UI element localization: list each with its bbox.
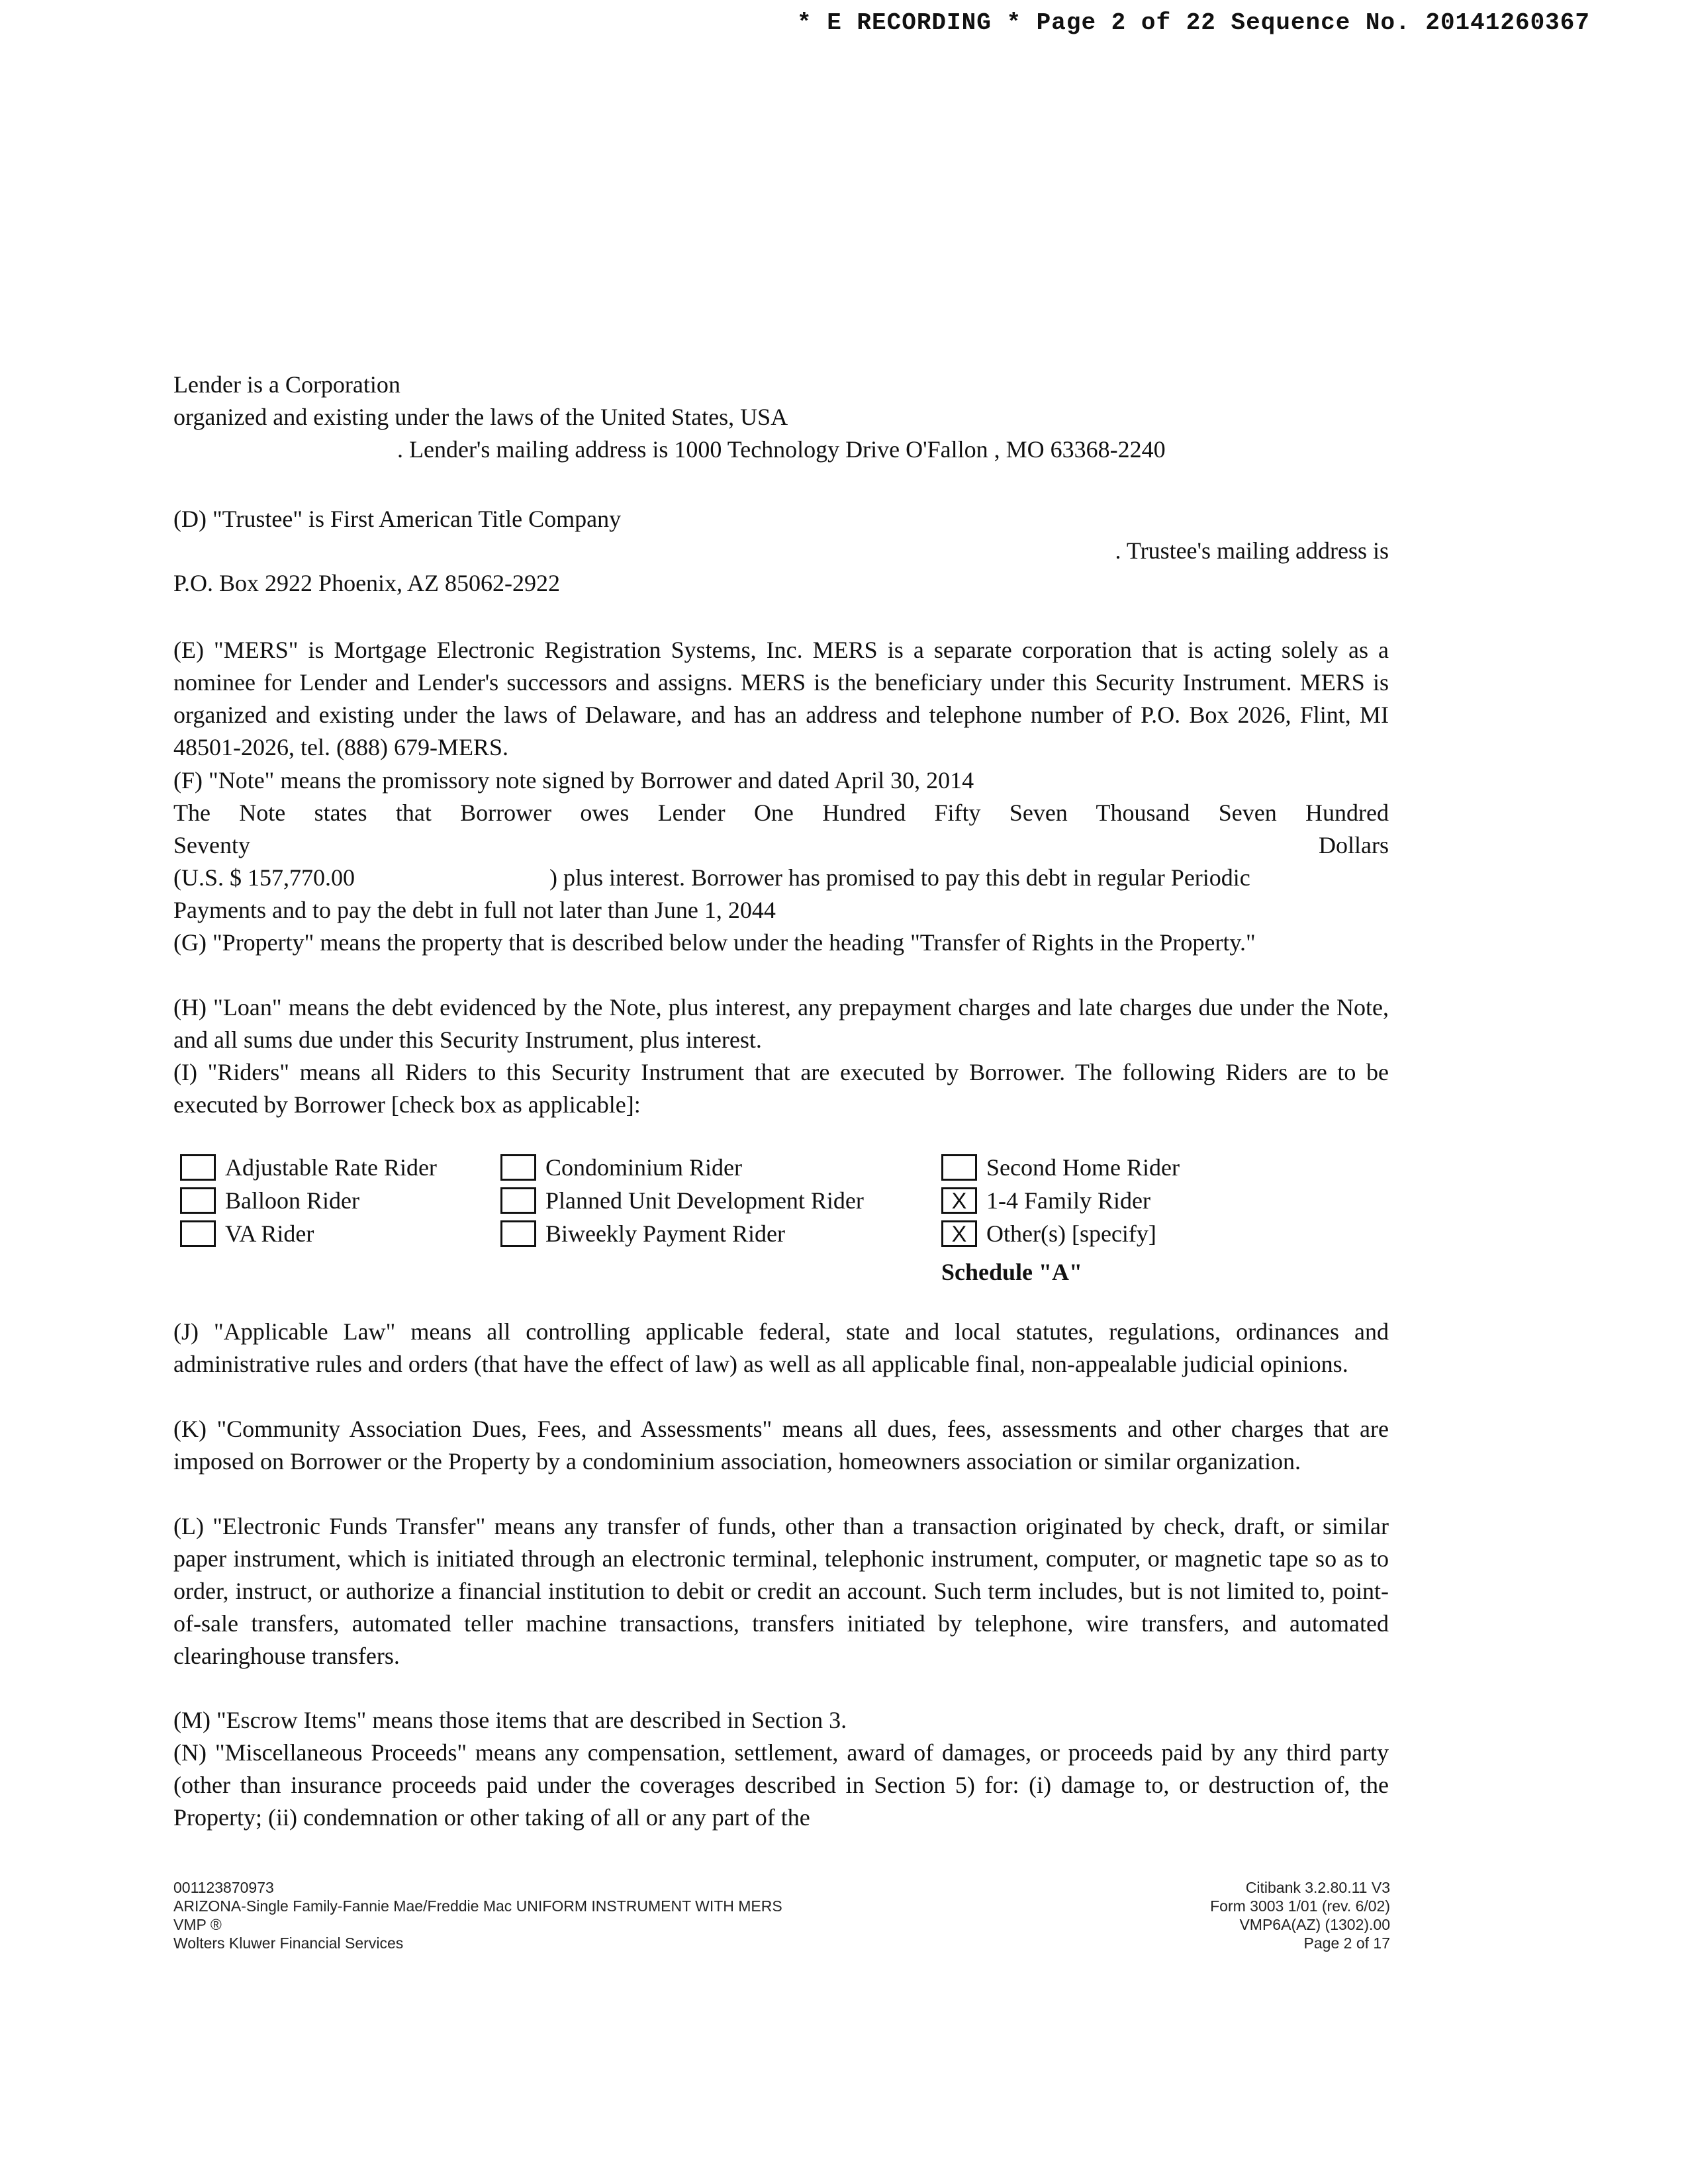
others-specification-text: Schedule "A" (941, 1259, 1082, 1285)
paragraph-f-interest: ) plus interest. Borrower has promised to pay this debt in regular Periodic (549, 864, 1250, 891)
lender-org-line: organized and existing under the laws of the United States, USA (173, 404, 788, 430)
checkbox-va[interactable] (180, 1220, 216, 1247)
rider-balloon (180, 1185, 359, 1216)
footer-right (1210, 1878, 1390, 1952)
rider-adjustable-rate (180, 1152, 437, 1183)
rider-1-4-family (941, 1185, 1150, 1216)
checkbox-condominium[interactable] (500, 1154, 536, 1181)
citibank-version: Citibank 3.2.80.11 V3 (1245, 1879, 1390, 1896)
paragraph-i-riders: (I) "Riders" means all Riders to this Security Instrument that are executed by Borrower. The following Riders are to be executed by Borrower [check box as applicable]: (173, 1059, 1389, 1118)
rider-label: Planned Unit Development Rider (545, 1187, 864, 1214)
rider-label: Balloon Rider (225, 1187, 359, 1214)
rider-others (941, 1218, 1156, 1250)
paragraph-h-loan: (H) "Loan" means the debt evidenced by the Note, plus interest, any prepayment charges and late charges due under the Note, and all sums due under this Security Instrument, plus interest. (173, 994, 1389, 1053)
rider-label: 1-4 Family Rider (986, 1187, 1150, 1214)
lender-type-line: Lender is a Corporation (173, 371, 400, 398)
form-title: ARIZONA-Single Family-Fannie Mae/Freddie Mac UNIFORM INSTRUMENT WITH MERS (173, 1897, 782, 1915)
rider-biweekly-payment (500, 1218, 785, 1250)
page-number: Page 2 of 17 (1303, 1934, 1390, 1952)
paragraph-f-maturity: Payments and to pay the debt in full not later than June 1, 2044 (173, 897, 776, 923)
rider-label: Condominium Rider (545, 1154, 742, 1181)
footer-left (173, 1878, 782, 1952)
rider-label: Biweekly Payment Rider (545, 1220, 785, 1247)
rider-second-home (941, 1152, 1180, 1183)
checkbox-1-4-family[interactable]: X (941, 1187, 977, 1214)
riders-checklist (180, 1152, 1438, 1297)
paragraph-m-escrow-items: (M) "Escrow Items" means those items that are described in Section 3. (173, 1707, 847, 1733)
paragraph-k-community-association: (K) "Community Association Dues, Fees, and Assessments" means all dues, fees, assessments and other charges that are imposed on Borrower or the Property by a condominium association, homeowners association or similar organization. (173, 1416, 1389, 1475)
trustee-address: P.O. Box 2922 Phoenix, AZ 85062-2922 (173, 570, 561, 596)
paragraph-e-mers: (E) "MERS" is Mortgage Electronic Registration Systems, Inc. MERS is a separate corporation that is acting solely as a nominee for Lender and Lender's successors and assigns. MERS is the beneficiary under this Security Instrument. MERS is organized and existing under the laws of Delaware, and has an address and telephone number of P.O. Box 2026, Flint, MI 48501-2026, tel. (888) 679-MERS. (173, 637, 1389, 760)
checkbox-others[interactable]: X (941, 1220, 977, 1247)
paragraph-f-dollars: Dollars (1319, 832, 1389, 858)
rider-others-specification (941, 1256, 1082, 1288)
publisher: Wolters Kluwer Financial Services (173, 1934, 404, 1952)
loan-number: 001123870973 (173, 1879, 274, 1896)
checkbox-balloon[interactable] (180, 1187, 216, 1214)
rider-label: Adjustable Rate Rider (225, 1154, 437, 1181)
checkbox-biweekly-payment[interactable] (500, 1220, 536, 1247)
paragraph-g-property: (G) "Property" means the property that is described below under the heading "Transfer of Rights in the Property." (173, 929, 1256, 956)
rider-condominium (500, 1152, 742, 1183)
rider-va (180, 1218, 314, 1250)
paragraph-n-miscellaneous-proceeds: (N) "Miscellaneous Proceeds" means any compensation, settlement, award of damages, or proceeds paid by any third party (other than insurance proceeds paid under the coverages described in Section 5) for: (i) damage to, or destruction of, the Property; (ii) condemnation or other taking of all or any part of the (173, 1739, 1389, 1831)
rider-label: Other(s) [specify] (986, 1220, 1156, 1247)
lender-address-line: . Lender's mailing address is 1000 Technology Drive O'Fallon , MO 63368-2240 (397, 436, 1166, 463)
vmp-mark: VMP ® (173, 1916, 222, 1933)
paragraph-l-electronic-funds: (L) "Electronic Funds Transfer" means any transfer of funds, other than a transaction originated by check, draft, or similar paper instrument, which is initiated through an electronic terminal, telephonic instrument, computer, or magnetic tape so as to order, instruct, or authorize a financial institution to debit or credit an account. Such term includes, but is not limited to, point-of-sale transfers, automated teller machine transactions, transfers initiated by telephone, wire transfers, and automated clearinghouse transfers. (173, 1513, 1389, 1669)
paragraph-f-amount: (U.S. $ 157,770.00 (173, 864, 355, 891)
checkbox-adjustable-rate[interactable] (180, 1154, 216, 1181)
form-number: Form 3003 1/01 (rev. 6/02) (1210, 1897, 1390, 1915)
paragraph-f-line1: (F) "Note" means the promissory note signed by Borrower and dated April 30, 2014 (173, 767, 974, 794)
trustee-address-label: . Trustee's mailing address is (1115, 537, 1389, 564)
rider-planned-unit-development (500, 1185, 864, 1216)
vmp-form-code: VMP6A(AZ) (1302).00 (1239, 1916, 1390, 1933)
recording-stamp: * E RECORDING * Page 2 of 22 Sequence No. 20141260367 (797, 9, 1590, 36)
paragraph-f-amount-words: Seventy (173, 832, 250, 858)
trustee-line: (D) "Trustee" is First American Title Company (173, 506, 622, 532)
rider-label: Second Home Rider (986, 1154, 1180, 1181)
checkbox-second-home[interactable] (941, 1154, 977, 1181)
paragraph-f-line2: The Note states that Borrower owes Lender One Hundred Fifty Seven Thousand Seven Hundred (173, 799, 1389, 826)
rider-label: VA Rider (225, 1220, 314, 1247)
checkbox-planned-unit-development[interactable] (500, 1187, 536, 1214)
paragraph-j-applicable-law: (J) "Applicable Law" means all controlling applicable federal, state and local statutes, regulations, ordinances and administrative rules and orders (that have the effect of law) as well as all applicable final, non-appealable judicial opinions. (173, 1318, 1389, 1377)
